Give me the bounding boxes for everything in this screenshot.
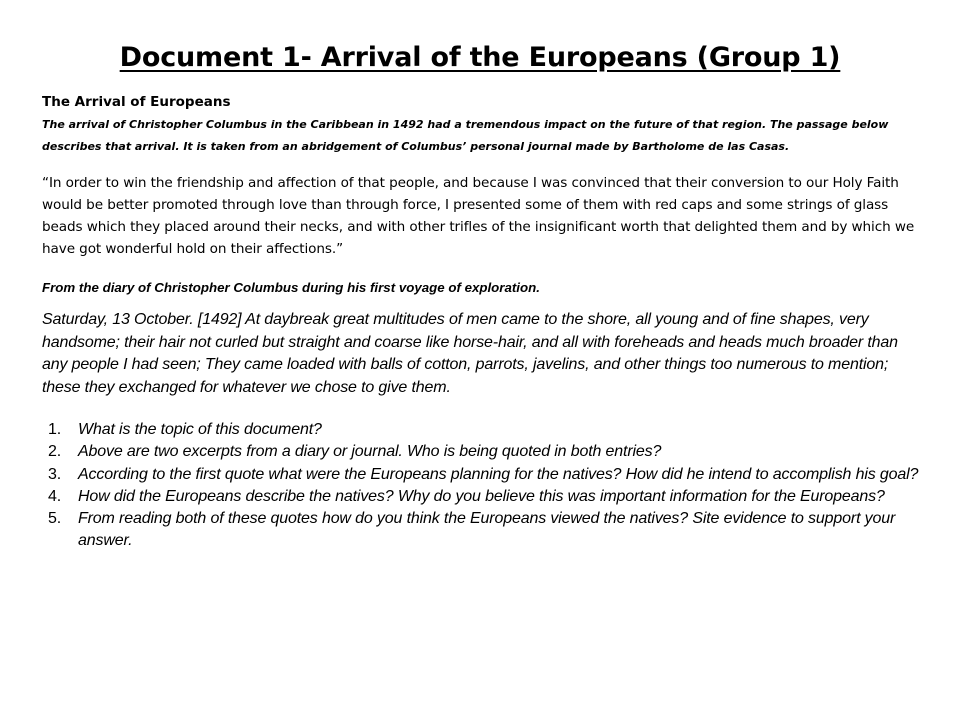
question-number: 5. (48, 510, 62, 528)
question-item (42, 419, 922, 441)
intro-paragraph: The arrival of Christopher Columbus in the Caribbean in 1492 had a tremendous impact on the future of that region. The passage below describes that arrival. It is taken from an abridgement of Columbus’ personal journal made by Bartholome de las Casas. (42, 118, 889, 153)
question-text: What is the topic of this document? (78, 421, 322, 438)
question-text: Above are two excerpts from a diary or journal. Who is being quoted in both entries? (78, 443, 662, 461)
question-number: 4. (48, 487, 62, 505)
question-text: How did the Europeans describe the natives? Why do you believe this was important information for the Europeans? (78, 487, 885, 505)
document-content (42, 94, 922, 553)
columbus-quote: “In order to win the friendship and affection of that people, and because I was convinced that their conversion to our Holy Faith would be better promoted through love than through force, I presented some of them with red caps and some strings of glass beads which they placed around their necks, and with other trifles of the insignificant worth that delighted them and by which we have got wonderful hold on their affections.” (42, 175, 915, 257)
question-text: According to the first quote what were the Europeans planning for the natives? How did he intend to accomplish his goal? (78, 465, 919, 483)
question-number: 2. (48, 443, 62, 461)
section-heading: The Arrival of Europeans (42, 94, 231, 110)
source-line: From the diary of Christopher Columbus during his first voyage of exploration. (42, 280, 540, 295)
question-list (42, 419, 922, 553)
question-item (42, 441, 922, 463)
question-number: 3. (48, 465, 62, 483)
question-number: 1. (48, 421, 62, 438)
question-item (42, 464, 922, 486)
question-text: From reading both of these quotes how do you think the Europeans viewed the natives? Site evidence to support your answer. (78, 510, 896, 550)
diary-entry: Saturday, 13 October. [1492] At daybreak great multitudes of men came to the shore, all young and of fine shapes, very handsome; their hair not curled but straight and coarse like horse-hair, and all with foreheads and heads much broader than any people I had seen; They came loaded with balls of cotton, parrots, javelins, and other things too numerous to mention; these they exchanged for whatever we chose to give them. (42, 311, 898, 396)
question-item (42, 508, 922, 553)
question-item (42, 486, 922, 508)
page-title: Document 1- Arrival of the Europeans (Group 1) (119, 42, 841, 73)
